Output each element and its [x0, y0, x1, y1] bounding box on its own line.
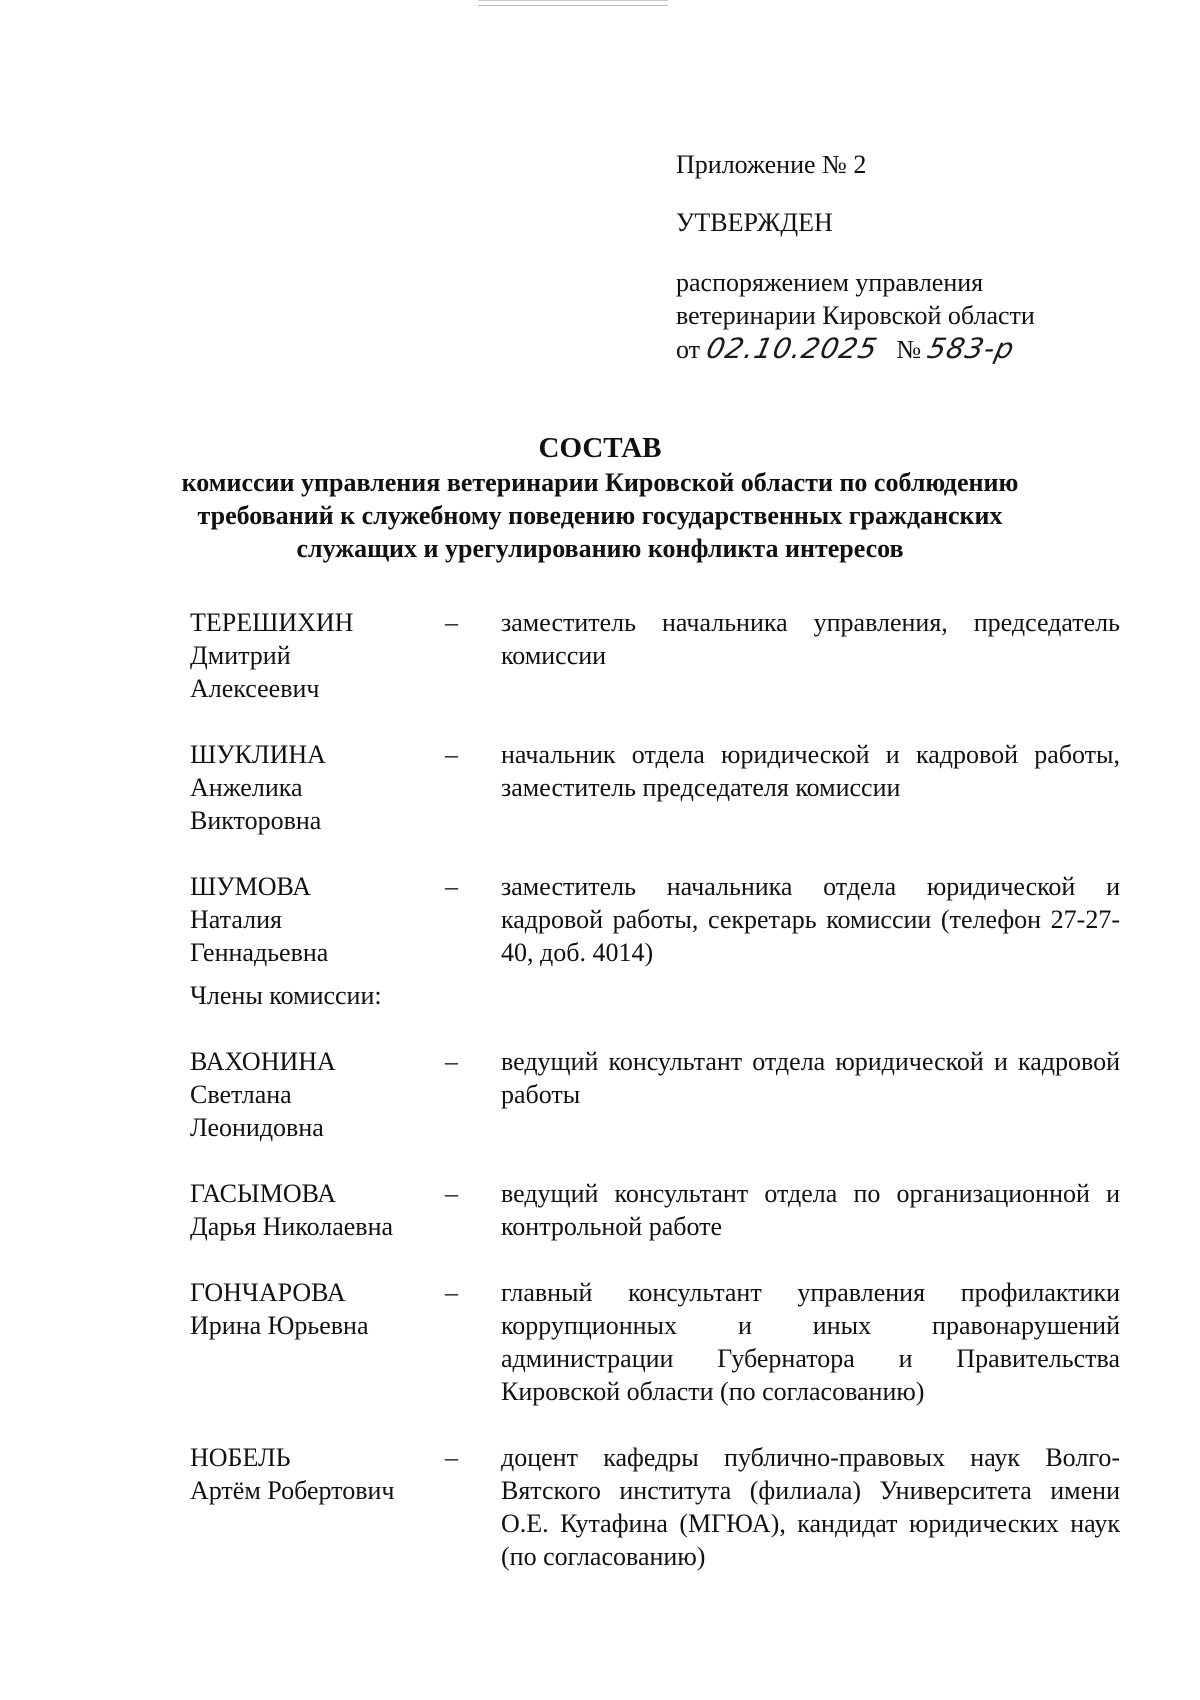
- member-row: [190, 738, 1120, 837]
- member-patronymic: Геннадьевна: [190, 938, 329, 967]
- decree-line-2: ветеринарии Кировской области: [676, 301, 1035, 330]
- member-name: [190, 1276, 445, 1408]
- member-patronymic: Викторовна: [190, 806, 322, 835]
- member-role: заместитель начальника управления, председатель комиссии: [501, 608, 1120, 670]
- member-surname: ШУКЛИНА: [190, 740, 326, 769]
- member-name: [190, 1441, 445, 1573]
- member-surname: ГАСЫМОВА: [190, 1179, 337, 1208]
- subtitle-line-1: комиссии управления ветеринарии Кировской области по соблюдению: [181, 468, 1019, 497]
- appendix-number: Приложение № 2: [676, 150, 867, 179]
- dash-separator: –: [445, 1278, 458, 1307]
- member-first-name: Ирина Юрьевна: [190, 1311, 369, 1340]
- member-row: [190, 1177, 1120, 1243]
- commission-members: [190, 606, 1120, 1606]
- dash-separator: –: [445, 1179, 458, 1208]
- subtitle-line-2: требований к служебному поведению государственных гражданских: [197, 501, 1003, 530]
- approved-label: УТВЕРЖДЕН: [676, 208, 833, 237]
- date-prefix: от: [676, 335, 701, 364]
- member-name: [190, 1045, 445, 1144]
- member-first-name: Анжелика: [190, 773, 303, 802]
- subtitle-line-3: служащих и урегулированию конфликта интересов: [296, 534, 904, 563]
- member-row: [190, 1045, 1120, 1144]
- document-heading: [120, 430, 1080, 565]
- member-role: ведущий консультант отдела по организационной и контрольной работе: [501, 1179, 1120, 1241]
- member-surname: ГОНЧАРОВА: [190, 1278, 346, 1307]
- member-name: [190, 606, 445, 705]
- member-name: [190, 1177, 445, 1243]
- dash-separator: –: [445, 608, 458, 637]
- member-role: ведущий консультант отдела юридической и кадровой работы: [501, 1047, 1120, 1109]
- dash-separator: –: [445, 872, 458, 901]
- member-first-name: Дмитрий: [190, 641, 291, 670]
- top-scan-mark: [478, 0, 668, 6]
- handwritten-number: 583-р: [924, 332, 1018, 365]
- member-first-name: Наталия: [190, 905, 282, 934]
- dash-separator: –: [445, 1047, 458, 1076]
- decree-line-1: распоряжением управления: [676, 268, 984, 297]
- dash-separator: –: [445, 1443, 458, 1472]
- member-first-name: Артём Робертович: [190, 1476, 395, 1505]
- member-first-name: Дарья Николаевна: [190, 1212, 394, 1241]
- handwritten-date: 02.10.2025: [703, 332, 881, 365]
- member-row: [190, 870, 1120, 969]
- member-surname: НОБЕЛЬ: [190, 1443, 291, 1472]
- document-title: СОСТАВ: [538, 432, 662, 464]
- member-role: доцент кафедры публично-правовых наук Волго-Вятского института (филиала) Университета имени О.Е. Кутафина (МГЮА), кандидат юридических наук (по согласованию): [501, 1443, 1120, 1571]
- member-surname: ШУМОВА: [190, 872, 312, 901]
- decree-date-line: [676, 332, 1035, 366]
- member-patronymic: Алексеевич: [190, 674, 320, 703]
- dash-separator: –: [445, 740, 458, 769]
- member-role: главный консультант управления профилактики коррупционных и иных правонарушений администрации Губернатора и Правительства Кировской области (по согласованию): [501, 1278, 1120, 1406]
- member-row: [190, 1441, 1120, 1573]
- member-name: [190, 870, 445, 969]
- number-prefix: №: [896, 335, 922, 364]
- members-label: Члены комиссии:: [190, 981, 382, 1010]
- member-row: [190, 1276, 1120, 1408]
- member-surname: ВАХОНИНА: [190, 1047, 336, 1076]
- member-name: [190, 738, 445, 837]
- member-first-name: Светлана: [190, 1080, 292, 1109]
- approval-block: [676, 148, 1035, 366]
- member-role: заместитель начальника отдела юридической и кадровой работы, секретарь комиссии (телефон 27-27-40, доб. 4014): [501, 872, 1120, 967]
- member-patronymic: Леонидовна: [190, 1113, 324, 1142]
- member-row: [190, 606, 1120, 705]
- member-role: начальник отдела юридической и кадровой работы, заместитель председателя комиссии: [501, 740, 1120, 802]
- member-surname: ТЕРЕШИХИН: [190, 608, 354, 637]
